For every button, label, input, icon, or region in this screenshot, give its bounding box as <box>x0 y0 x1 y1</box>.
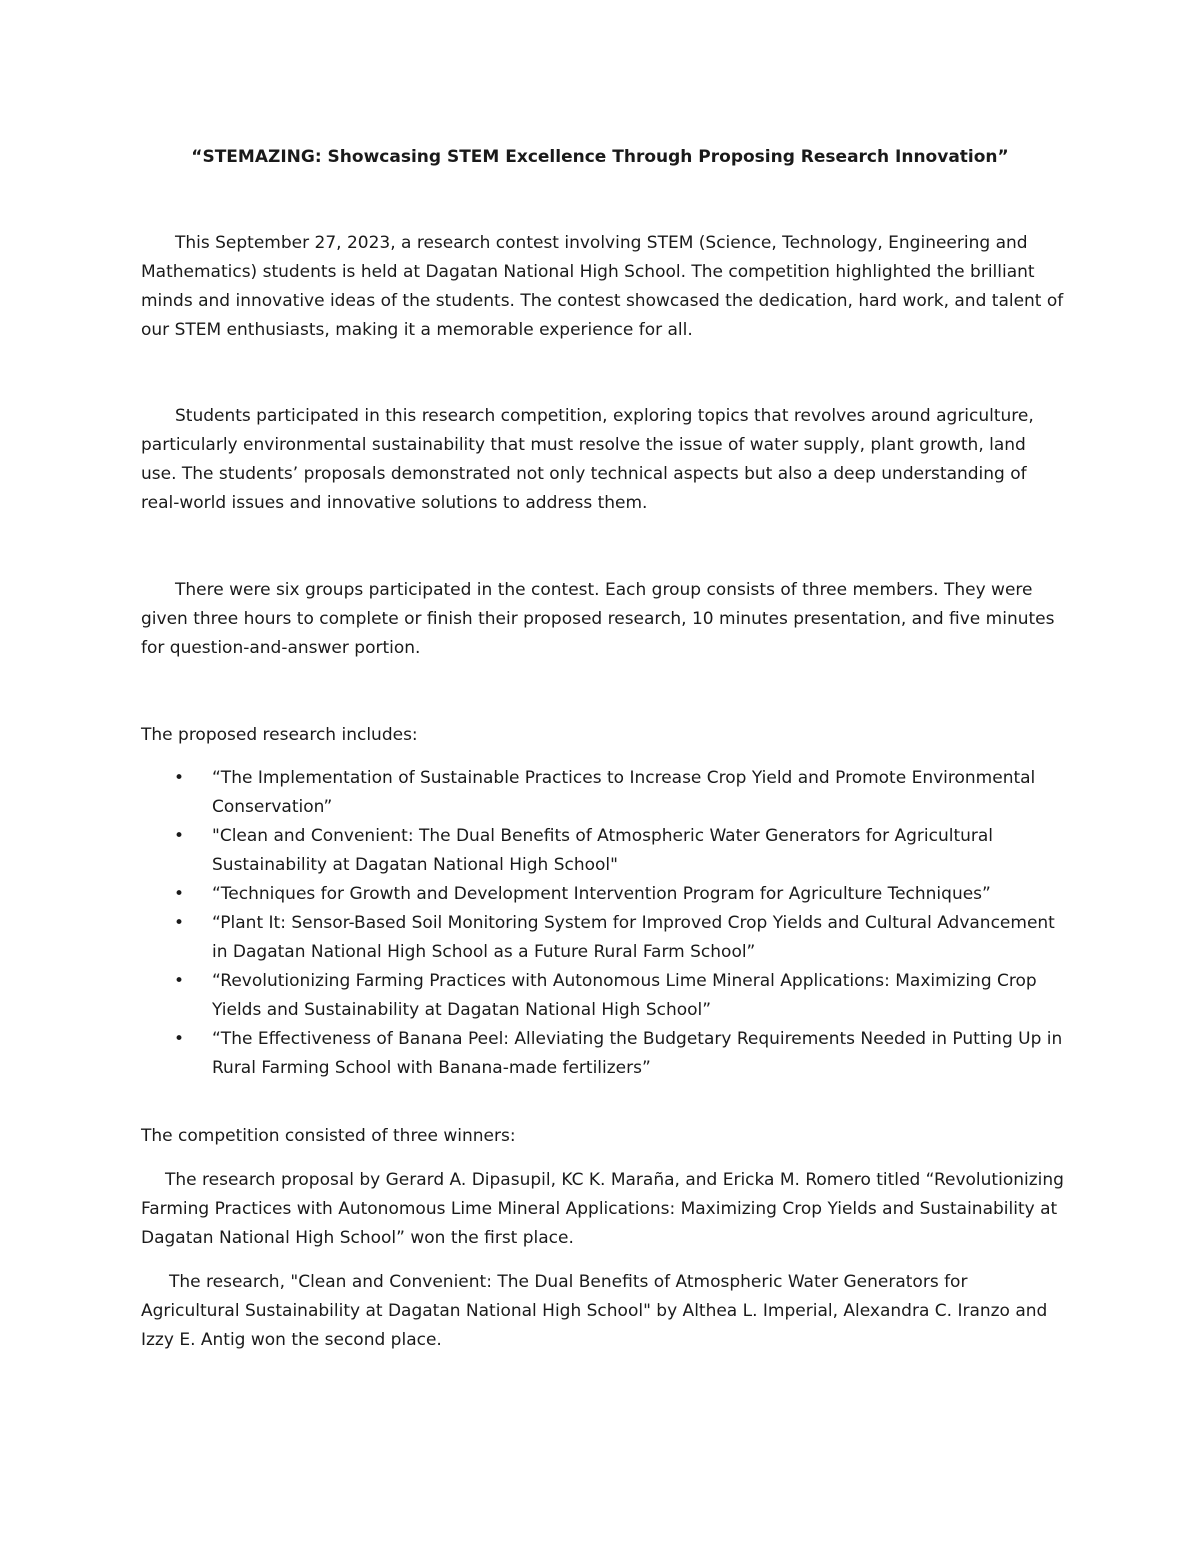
list-item <box>141 764 1071 822</box>
list-item <box>141 909 1071 967</box>
bullet-icon: • <box>174 826 185 846</box>
list-item-text: “The Effectiveness of Banana Peel: Alleviating the Budgetary Requirements Needed in Putting Up in Rural Farming School with Banana-made fertilizers” <box>212 1029 1063 1078</box>
list-item-text: “Plant It: Sensor-Based Soil Monitoring System for Improved Crop Yields and Cultural Advancement in Dagatan National High School as a Future Rural Farm School” <box>212 913 1055 962</box>
list-item <box>141 967 1071 1025</box>
bullet-icon: • <box>174 913 185 933</box>
winners-intro: The competition consisted of three winners: <box>141 1126 516 1146</box>
bullet-icon: • <box>174 768 185 788</box>
paragraph-second-place: The research, "Clean and Convenient: The Dual Benefits of Atmospheric Water Generators for Agricultural Sustainability at Dagatan National High School" by Althea L. Imperial, Alexandra C. Iranzo and Izzy E. Antig won the second place. <box>141 1272 1048 1350</box>
bullet-icon: • <box>174 971 185 991</box>
list-item-text: “Techniques for Growth and Development Intervention Program for Agriculture Techniques” <box>212 884 991 904</box>
paragraph-intro: This September 27, 2023, a research contest involving STEM (Science, Technology, Engineering and Mathematics) students is held at Dagatan National High School. The competition highlighted the brilliant minds and innovative ideas of the students. The contest showcased the dedication, hard work, and talent of our STEM enthusiasts, making it a memorable experience for all. <box>141 233 1064 340</box>
list-intro: The proposed research includes: <box>141 725 418 745</box>
bullet-icon: • <box>174 1029 185 1049</box>
list-item <box>141 822 1071 880</box>
research-list <box>141 764 1071 1083</box>
paragraph-first-place: The research proposal by Gerard A. Dipasupil, KC K. Maraña, and Ericka M. Romero titled “Revolutionizing Farming Practices with Autonomous Lime Mineral Applications: Maximizing Crop Yields and Sustainability at Dagatan National High School” won the first place. <box>141 1170 1064 1248</box>
list-item <box>141 880 1071 909</box>
bullet-icon: • <box>174 884 185 904</box>
document-title: “STEMAZING: Showcasing STEM Excellence Through Proposing Research Innovation” <box>191 147 1009 167</box>
paragraph-groups: There were six groups participated in the contest. Each group consists of three members. They were given three hours to complete or finish their proposed research, 10 minutes presentation, and five minutes for question-and-answer portion. <box>141 580 1055 658</box>
list-item <box>141 1025 1071 1083</box>
list-item-text: “Revolutionizing Farming Practices with Autonomous Lime Mineral Applications: Maximizing Crop Yields and Sustainability at Dagatan National High School” <box>212 971 1037 1020</box>
list-item-text: “The Implementation of Sustainable Practices to Increase Crop Yield and Promote Environmental Conservation” <box>212 768 1036 817</box>
list-item-text: "Clean and Convenient: The Dual Benefits of Atmospheric Water Generators for Agricultural Sustainability at Dagatan National High School" <box>212 826 994 875</box>
paragraph-topics: Students participated in this research competition, exploring topics that revolves around agriculture, particularly environmental sustainability that must resolve the issue of water supply, plant growth, land use. The students’ proposals demonstrated not only technical aspects but also a deep understanding of real-world issues and innovative solutions to address them. <box>141 406 1034 513</box>
